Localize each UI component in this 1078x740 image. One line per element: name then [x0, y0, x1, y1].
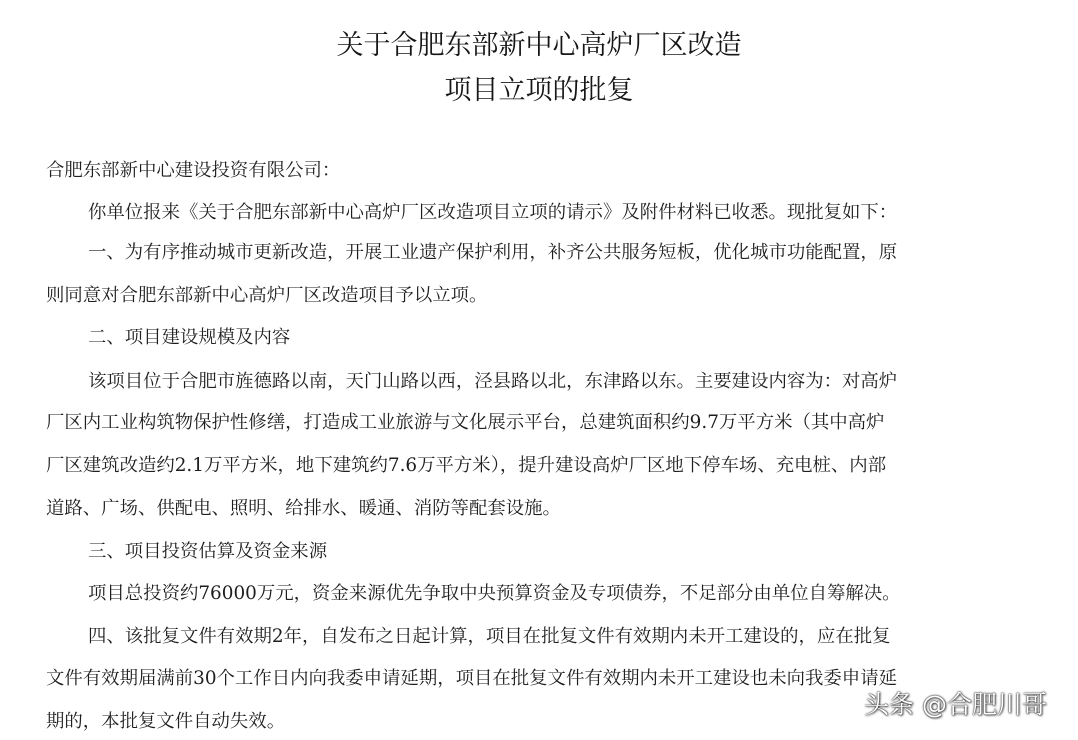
- section-1-line-2: 则同意对合肥东部新中心高炉厂区改造项目予以立项。: [46, 285, 488, 306]
- addressee: 合肥东部新中心建设投资有限公司：: [46, 160, 341, 181]
- toutiao-watermark: 头条 @合肥川哥: [864, 690, 1047, 719]
- section-3-heading: 三、项目投资估算及资金来源: [88, 541, 328, 562]
- section-2-line-1: 该项目位于合肥市旌德路以南，天门山路以西，泾县路以北，东津路以东。主要建设内容为：对高炉: [88, 371, 898, 392]
- section-4-line-1: 四、该批复文件有效期2年，自发布之日起计算，项目在批复文件有效期内未开工建设的，应在批复: [88, 626, 891, 647]
- section-1-line-1: 一、为有序推动城市更新改造，开展工业遗产保护利用，补齐公共服务短板，优化城市功能配置，原: [88, 242, 898, 263]
- section-2-line-3: 厂区建筑改造约2.1万平方米，地下建筑约7.6万平方米），提升建设高炉厂区地下停车场、充电桩、内部: [46, 455, 887, 476]
- section-2-heading: 二、项目建设规模及内容: [88, 327, 291, 348]
- document-title-line-1: 关于合肥东部新中心高炉厂区改造: [336, 30, 742, 61]
- section-2-line-4: 道路、广场、供配电、照明、给排水、暖通、消防等配套设施。: [46, 498, 561, 519]
- section-2-line-2: 厂区内工业构筑物保护性修缮，打造成工业旅游与文化展示平台，总建筑面积约9.7万平方米（其中高炉: [46, 412, 885, 433]
- document-title-line-2: 项目立项的批复: [444, 75, 634, 106]
- section-4-line-2: 文件有效期届满前30个工作日内向我委申请延期，项目在批复文件有效期内未开工建设也未向我委申请延: [46, 668, 897, 689]
- section-4-line-3: 期的，本批复文件自动失效。: [46, 711, 286, 732]
- intro-paragraph: 你单位报来《关于合肥东部新中心高炉厂区改造项目立项的请示》及附件材料已收悉。现批复如下：: [88, 202, 898, 223]
- section-3-line-1: 项目总投资约76000万元，资金来源优先争取中央预算资金及专项债券，不足部分由单位自筹解决。: [88, 583, 901, 604]
